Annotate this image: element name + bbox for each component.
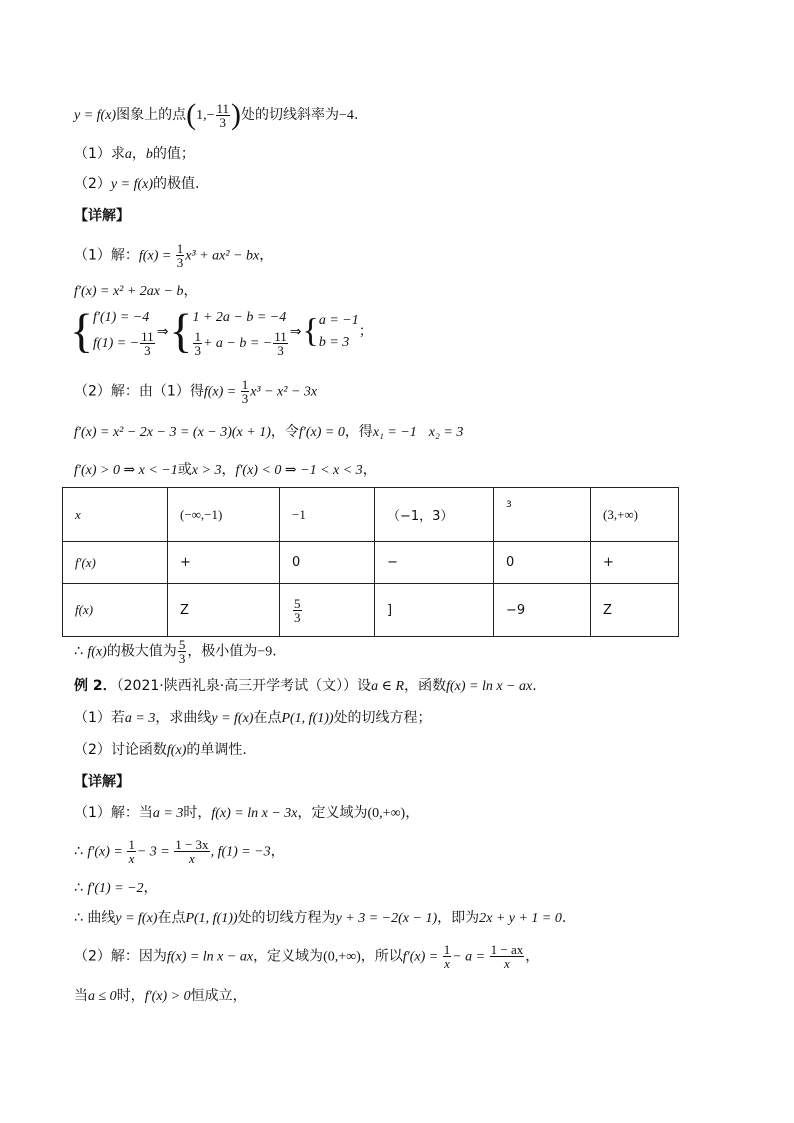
math-expr: y + 3 = −2(x − 1) — [335, 911, 438, 926]
numerator: 1 — [176, 241, 184, 256]
math-expr: f(x) = ln x − 3x — [211, 806, 298, 821]
math-expr: P(1, f(1)) — [281, 711, 334, 726]
math-expr: f′(x) = x² + 2ax − b — [74, 284, 184, 299]
label: （2）解：因为 — [74, 948, 167, 965]
math-expr: f(x) = ln x − ax — [166, 949, 254, 965]
table-row — [63, 488, 679, 542]
denominator: 3 — [178, 651, 186, 666]
text: ，所以 — [360, 948, 403, 965]
math-expr: + a − b = − — [202, 335, 273, 351]
denominator: x — [444, 956, 450, 971]
fraction — [140, 330, 155, 357]
right-paren: ) — [231, 98, 242, 131]
math-expr: y = f(x) — [115, 911, 158, 926]
math-expr: f(1) = − — [93, 335, 140, 351]
domain-value: (0,+∞) — [323, 949, 361, 965]
solution3-line4 — [74, 908, 566, 929]
math-expr: x₁ = −1 — [372, 425, 417, 440]
math-expr: f′(x) = — [87, 844, 127, 860]
text: ，定义域为 — [297, 805, 368, 821]
system-2 — [192, 306, 288, 357]
math-expr: x₂ = 3 — [428, 425, 464, 440]
conclusion1 — [74, 638, 277, 665]
solution2-line1 — [74, 378, 317, 405]
text: ，定义域为 — [253, 948, 324, 965]
fraction — [127, 838, 136, 865]
text: 的值； — [152, 146, 195, 162]
period: . — [353, 107, 359, 123]
source: （2021·陕西礼泉·高三开学考试（文））设 — [116, 678, 372, 694]
text: 在点 — [157, 910, 186, 926]
table-row — [63, 584, 679, 637]
fraction — [241, 378, 250, 405]
text: 或 — [177, 462, 192, 478]
math-expr: f(x) = — [138, 248, 175, 264]
fraction — [176, 242, 185, 269]
math-expr: f(x) = — [203, 384, 240, 400]
text: ，得 — [344, 424, 373, 440]
math-expr: 2x + y + 1 = 0 — [479, 911, 562, 926]
table-cell — [280, 584, 375, 637]
therefore-symbol: ∴ — [74, 880, 83, 896]
math-expr: − 3 = — [136, 844, 174, 860]
table-cell: 3 — [494, 488, 591, 542]
denominator: x — [128, 851, 135, 866]
table-cell: (−∞,−1) — [168, 488, 280, 542]
text: 处的切线斜率为 — [241, 107, 340, 123]
math-expr: a ∈ R — [371, 679, 405, 694]
left-brace: { — [302, 312, 319, 350]
part-label: （1）求 — [74, 146, 125, 162]
table-cell: − — [375, 542, 494, 584]
problem1-statement — [74, 100, 358, 130]
fraction — [293, 597, 302, 624]
table-cell: Z — [591, 584, 679, 637]
punct: ， — [270, 843, 285, 860]
math-expr: f(x) — [87, 644, 107, 660]
denominator: x — [504, 956, 510, 971]
math-expr: x³ − x² − 3x — [250, 384, 318, 400]
fraction — [273, 330, 288, 357]
solution3-line1 — [74, 803, 419, 824]
numerator: 11 — [216, 100, 230, 116]
table-cell: f′(x) — [63, 542, 168, 584]
math-expr: − a = — [452, 949, 489, 965]
equation — [93, 330, 156, 357]
math-expr: f′(1) = −2 — [87, 881, 144, 896]
therefore-symbol: ∴ — [74, 910, 83, 926]
left-paren: ( — [186, 98, 197, 131]
fraction — [178, 638, 187, 665]
example2-statement — [74, 676, 537, 697]
denominator: 3 — [144, 343, 151, 358]
table-cell: −1 — [280, 488, 375, 542]
table-cell: f(x) — [63, 584, 168, 637]
fraction — [174, 838, 209, 865]
denominator: 3 — [219, 114, 227, 130]
period: . — [561, 910, 567, 926]
punct: ， — [259, 247, 274, 264]
table-cell: + — [591, 542, 679, 584]
table-cell: Z — [168, 584, 280, 637]
numerator: 1 — [194, 329, 201, 344]
point-x: 1, — [196, 108, 207, 123]
domain-value: (0,+∞) — [367, 806, 406, 821]
text: ，令 — [270, 424, 299, 440]
example2-part2 — [74, 740, 247, 761]
solution3-line5 — [74, 943, 539, 970]
math-expr: f(x) = ln x − ax — [446, 679, 533, 694]
text: ，即为 — [437, 910, 480, 926]
punct: ， — [221, 462, 236, 478]
example-label: 例 2． — [74, 678, 117, 694]
text: 的极大值为 — [106, 643, 177, 660]
detail-heading-2: 【详解】 — [74, 774, 130, 790]
equation: a = −1 — [318, 312, 359, 328]
solution3-line2 — [74, 838, 285, 865]
example2-part1 — [74, 708, 432, 729]
text: ，函数 — [404, 678, 447, 694]
denominator: 3 — [294, 609, 301, 625]
label: （1）解： — [74, 247, 139, 264]
equation — [192, 330, 288, 357]
period: . — [272, 643, 277, 660]
table-cell: 0 — [494, 542, 591, 584]
solution1-line1 — [74, 242, 273, 269]
part-label: （2）讨论函数 — [74, 742, 167, 758]
fraction — [443, 943, 452, 970]
text: 的单调性. — [186, 742, 247, 758]
solution3-line6 — [74, 986, 247, 1007]
text: 曲线 — [87, 910, 116, 926]
math-expr: f′(x) > 0 — [144, 989, 191, 1004]
math-expr: f′(x) < 0 ⇒ −1 < x < 3 — [235, 463, 363, 478]
problem1-part1 — [74, 144, 195, 165]
equation-system — [70, 306, 373, 357]
table-row — [63, 542, 679, 584]
numerator: 11 — [141, 329, 154, 344]
math-expr: a ≤ 0 — [88, 989, 117, 1004]
text: 的极值. — [153, 176, 200, 192]
math-expr: f′(x) = — [402, 949, 442, 965]
solution1-line2 — [74, 281, 197, 302]
fraction — [216, 102, 231, 129]
equation: 1 + 2a − b = −4 — [192, 310, 287, 325]
math-expr: x³ + ax² − bx — [185, 248, 260, 264]
var-b: b — [145, 147, 153, 162]
table-cell: ] — [375, 584, 494, 637]
numerator: 1 — [443, 942, 451, 957]
slope-value: −4 — [339, 108, 354, 123]
text: 时， — [116, 988, 145, 1004]
text: 在点 — [253, 710, 282, 726]
therefore-symbol: ∴ — [74, 843, 83, 860]
math-expr: a = 3 — [124, 711, 156, 726]
text: 恒成立， — [190, 988, 247, 1004]
numerator: 11 — [274, 329, 287, 344]
text: 当 — [74, 988, 88, 1004]
implies-arrow: ⇒ — [289, 323, 302, 340]
solution2-line3 — [74, 460, 377, 481]
detail-heading: 【详解】 — [74, 208, 130, 224]
implies-arrow: ⇒ — [156, 323, 169, 340]
table-cell: + — [168, 542, 280, 584]
numerator: 5 — [178, 637, 186, 652]
punct: ， — [143, 880, 158, 896]
math-expr: f(x) — [166, 743, 187, 758]
system-3 — [319, 310, 359, 354]
math-expr: f′(x) > 0 ⇒ x < −1 — [74, 463, 178, 478]
fraction — [193, 330, 202, 357]
system-1 — [93, 306, 156, 357]
denominator: 3 — [277, 343, 284, 358]
problem1-part2 — [74, 174, 199, 195]
denominator: 3 — [241, 391, 249, 406]
label: （1）解：当 — [74, 805, 153, 821]
table-cell: (3,+∞) — [591, 488, 679, 542]
part-label: （1）若 — [74, 710, 125, 726]
numerator: 1 — [241, 377, 249, 392]
sep: ， — [131, 146, 146, 162]
text: 处的切线方程为 — [237, 910, 336, 926]
numerator: 1 — [128, 837, 135, 852]
label: （2）解：由（1）得 — [74, 383, 204, 400]
text: ，求曲线 — [155, 710, 212, 726]
math-expr: f′(x) = 0 — [298, 425, 345, 440]
text: 图象上的点 — [116, 107, 187, 123]
text: 处的切线方程； — [333, 710, 432, 726]
table-cell: x — [63, 488, 168, 542]
numerator: 5 — [294, 595, 301, 611]
numerator: 1 − 3x — [175, 837, 209, 852]
var-a: a — [124, 147, 132, 162]
solution2-line2 — [74, 422, 463, 443]
equation: b = 3 — [318, 334, 350, 350]
table-cell: −9 — [494, 584, 591, 637]
math-expr: y = f(x) — [110, 177, 154, 192]
math-expr: f′(x) = x² − 2x − 3 = (x − 3)(x + 1) — [74, 425, 271, 440]
math-expr: x > 3 — [191, 463, 222, 478]
table-cell: 0 — [280, 542, 375, 584]
math-expr: y = f(x) — [74, 108, 117, 123]
table-cell: （−1，3） — [375, 488, 494, 542]
period: . — [532, 678, 537, 694]
minus: − — [206, 108, 215, 123]
punct: ； — [358, 323, 373, 340]
denominator: x — [189, 851, 195, 866]
equation: f′(1) = −4 — [93, 310, 150, 325]
math-expr: a = 3 — [152, 806, 184, 821]
therefore-symbol: ∴ — [74, 643, 83, 660]
punct: ， — [362, 462, 377, 478]
part-label: （2） — [74, 176, 111, 192]
left-brace: { — [70, 304, 94, 358]
punct: ， — [525, 948, 540, 965]
left-brace: { — [169, 304, 193, 358]
min-value: −9 — [257, 644, 273, 660]
punct: ， — [183, 283, 198, 299]
text: ，极小值为 — [187, 643, 258, 660]
math-expr: y = f(x) — [211, 711, 254, 726]
math-expr: P(1, f(1)) — [185, 911, 238, 926]
punct: ， — [405, 805, 420, 821]
sign-table — [62, 487, 679, 637]
fraction — [490, 943, 525, 970]
text: 时， — [183, 805, 212, 821]
solution3-line3 — [74, 878, 158, 899]
denominator: 3 — [176, 255, 184, 270]
denominator: 3 — [194, 343, 201, 358]
numerator: 1 − ax — [490, 942, 524, 957]
math-expr: , f(1) = −3 — [210, 844, 271, 860]
